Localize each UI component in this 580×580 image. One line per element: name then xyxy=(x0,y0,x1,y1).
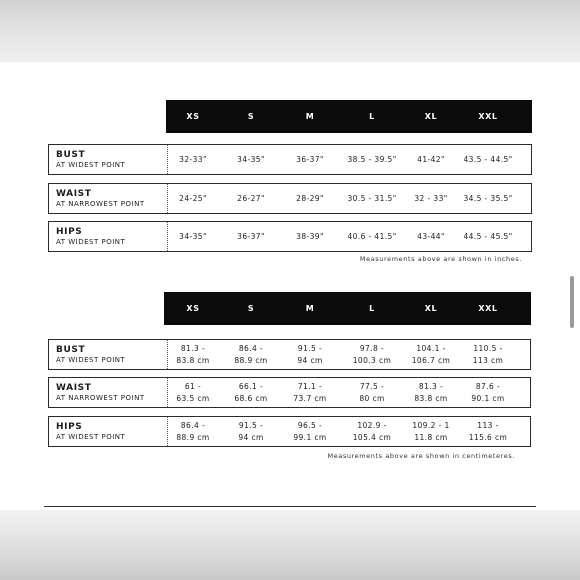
measurement-cell: 28-29" xyxy=(296,194,324,203)
size-label-xl: XL xyxy=(424,112,438,121)
measurement-row-waist xyxy=(48,377,531,408)
measurement-cell: 34.5 - 35.5" xyxy=(463,194,513,203)
measurement-cell: 44.5 - 45.5" xyxy=(463,232,513,241)
measurement-note: AT WIDEST POINT xyxy=(56,238,126,246)
size-label-s: S xyxy=(247,304,255,313)
cell-line-2: 113 cm xyxy=(472,356,504,365)
size-label-xs: XS xyxy=(186,304,200,313)
measurement-cell xyxy=(163,343,223,367)
measurement-row-bust xyxy=(48,339,531,370)
size-label-xxl: XXL xyxy=(478,112,498,121)
cell-line-1: 102.9 - xyxy=(357,421,387,430)
cell-line-1: 110.5 - xyxy=(473,344,503,353)
cell-line-2: 63.5 cm xyxy=(176,394,210,403)
cell-line-2: 94 cm xyxy=(297,356,323,365)
size-label-l: L xyxy=(369,304,375,313)
cell-line-2: 94 cm xyxy=(238,433,264,442)
cell-line-2: 115.6 cm xyxy=(468,433,508,442)
measurement-name: WAIST xyxy=(56,383,92,393)
cell-line-1: 104.1 - xyxy=(416,344,446,353)
cell-line-1: 71.1 - xyxy=(297,382,323,391)
measurement-note: AT WIDEST POINT xyxy=(56,161,126,169)
cell-line-2: 105.4 cm xyxy=(352,433,392,442)
cell-line-1: 113 - xyxy=(477,421,499,430)
measurement-cell xyxy=(401,420,461,444)
measurement-row-bust xyxy=(48,144,532,175)
bottom-shadow xyxy=(0,510,580,580)
measurement-cell: 38-39" xyxy=(296,232,324,241)
unit-caption: Measurements above are shown in inches. xyxy=(359,255,522,263)
measurement-cell xyxy=(401,343,461,367)
cell-line-1: 91.5 - xyxy=(297,344,323,353)
cell-line-1: 97.8 - xyxy=(359,344,385,353)
cell-line-1: 66.1 - xyxy=(238,382,264,391)
measurement-cell xyxy=(458,381,518,405)
scroll-indicator[interactable] xyxy=(570,276,574,328)
measurement-name: WAIST xyxy=(56,189,92,199)
cell-line-2: 99.1 cm xyxy=(293,433,327,442)
cell-line-2: 106.7 cm xyxy=(411,356,451,365)
measurement-cell: 36-37" xyxy=(237,232,265,241)
measurement-cell: 30.5 - 31.5" xyxy=(347,194,397,203)
size-label-m: M xyxy=(305,304,315,313)
cell-line-2: 90.1 cm xyxy=(471,394,505,403)
measurement-cell xyxy=(221,420,281,444)
measurement-cell xyxy=(280,343,340,367)
measurement-row-hips xyxy=(48,221,532,252)
measurement-cell xyxy=(221,381,281,405)
cell-line-1: 86.4 - xyxy=(238,344,264,353)
measurement-label xyxy=(56,145,168,174)
cell-line-1: 96.5 - xyxy=(297,421,323,430)
cell-line-2: 80 cm xyxy=(359,394,385,403)
cell-line-1: 81.3 - xyxy=(180,344,206,353)
measurement-name: HIPS xyxy=(56,227,83,237)
measurement-cell xyxy=(458,343,518,367)
measurement-cell xyxy=(401,381,461,405)
measurement-cell xyxy=(280,420,340,444)
size-label-xs: XS xyxy=(186,112,200,121)
measurement-cell xyxy=(342,381,402,405)
size-label-s: S xyxy=(247,112,255,121)
measurement-note: AT NARROWEST POINT xyxy=(56,394,145,402)
measurement-cell: 32 - 33" xyxy=(414,194,448,203)
measurement-cell: 24-25" xyxy=(179,194,207,203)
measurement-name: BUST xyxy=(56,150,86,160)
size-label-l: L xyxy=(369,112,375,121)
measurement-cell: 32-33" xyxy=(179,155,207,164)
measurement-note: AT NARROWEST POINT xyxy=(56,200,145,208)
measurement-cell: 38.5 - 39.5" xyxy=(347,155,397,164)
cell-line-1: 81.3 - xyxy=(418,382,444,391)
cell-line-1: 86.4 - xyxy=(180,421,206,430)
cell-line-2: 83.8 cm xyxy=(176,356,210,365)
measurement-label xyxy=(56,417,168,446)
measurement-label xyxy=(56,378,168,407)
measurement-name: BUST xyxy=(56,345,86,355)
measurement-cell: 34-35" xyxy=(237,155,265,164)
measurement-name: HIPS xyxy=(56,422,83,432)
measurement-cell xyxy=(163,381,223,405)
measurement-cell xyxy=(342,420,402,444)
measurement-cell: 40.6 - 41.5" xyxy=(347,232,397,241)
cell-line-2: 11.8 cm xyxy=(414,433,448,442)
cell-line-2: 88.9 cm xyxy=(176,433,210,442)
measurement-label xyxy=(56,222,168,251)
measurement-cell xyxy=(221,343,281,367)
measurement-cell: 41-42" xyxy=(417,155,445,164)
size-label-xxl: XXL xyxy=(478,304,498,313)
measurement-cell: 43-44" xyxy=(417,232,445,241)
measurement-cell: 34-35" xyxy=(179,232,207,241)
measurement-row-hips xyxy=(48,416,531,447)
cell-line-2: 83.8 cm xyxy=(414,394,448,403)
measurement-label xyxy=(56,340,168,369)
measurement-cell xyxy=(280,381,340,405)
measurement-cell: 36-37" xyxy=(296,155,324,164)
measurement-note: AT WIDEST POINT xyxy=(56,433,126,441)
cell-line-1: 77.5 - xyxy=(359,382,385,391)
measurement-cell: 43.5 - 44.5" xyxy=(463,155,513,164)
cell-line-2: 68.6 cm xyxy=(234,394,268,403)
cell-line-1: 91.5 - xyxy=(238,421,264,430)
measurement-cell xyxy=(163,420,223,444)
unit-caption: Measurements above are shown in centimeteres. xyxy=(327,452,515,460)
size-header xyxy=(164,292,531,325)
top-shadow xyxy=(0,0,580,62)
size-label-xl: XL xyxy=(424,304,438,313)
bottom-divider xyxy=(44,506,536,507)
measurement-row-waist xyxy=(48,183,532,214)
cell-line-1: 61 - xyxy=(184,382,202,391)
cell-line-1: 109.2 - 1 xyxy=(412,421,450,430)
size-header xyxy=(166,100,532,133)
measurement-cell: 26-27" xyxy=(237,194,265,203)
measurement-label xyxy=(56,184,168,213)
measurement-cell xyxy=(342,343,402,367)
measurement-cell xyxy=(458,420,518,444)
size-label-m: M xyxy=(305,112,315,121)
measurement-note: AT WIDEST POINT xyxy=(56,356,126,364)
cell-line-2: 73.7 cm xyxy=(293,394,327,403)
cell-line-2: 88.9 cm xyxy=(234,356,268,365)
cell-line-2: 100.3 cm xyxy=(352,356,392,365)
cell-line-1: 87.6 - xyxy=(475,382,501,391)
